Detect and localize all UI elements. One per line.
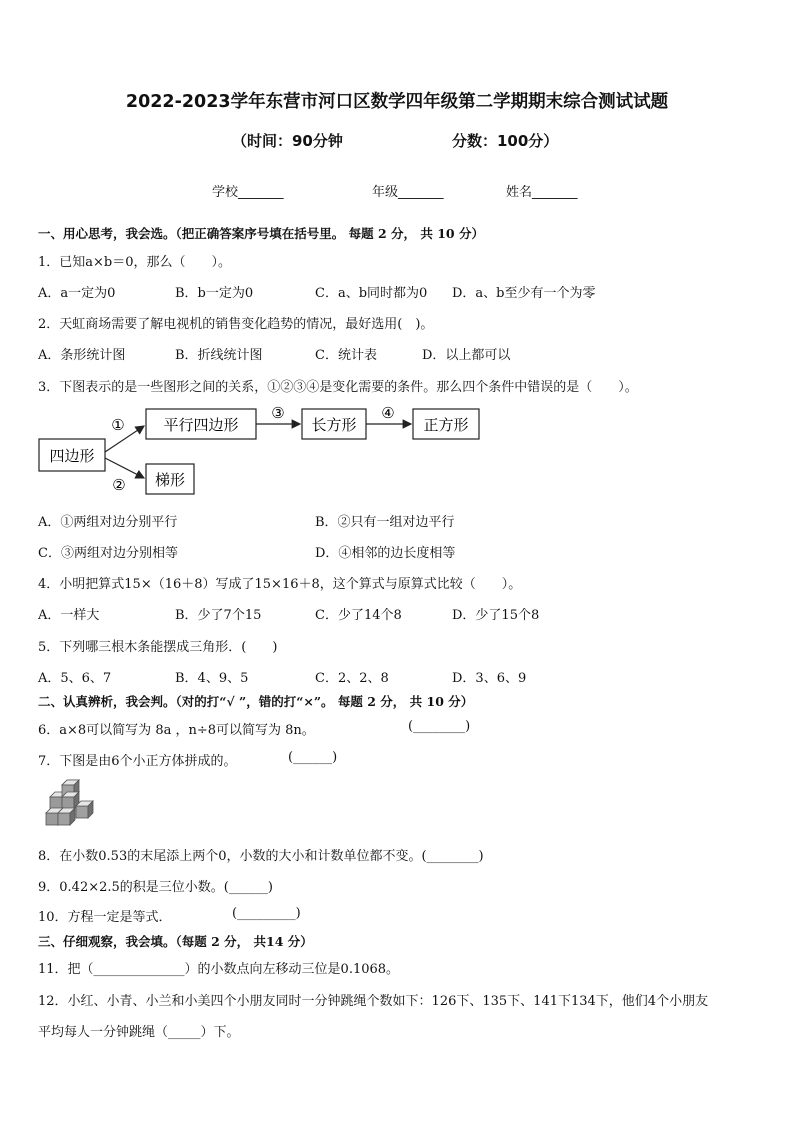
svg-text:正方形: 正方形 bbox=[423, 416, 469, 434]
svg-text:四边形: 四边形 bbox=[49, 447, 95, 465]
q3-option-a: A．①两组对边分别平行 bbox=[38, 515, 178, 530]
question-7: 7．下图是由6个小正方体拼成的。 bbox=[38, 754, 237, 769]
question-6: 6．a×8可以简写为 8a ，n÷8可以简写为 8n。 bbox=[38, 723, 315, 738]
school-field: 学校_______ bbox=[212, 185, 284, 200]
q2-option-a: A．条形统计图 bbox=[38, 348, 126, 363]
svg-text:平行四边形: 平行四边形 bbox=[163, 416, 239, 434]
q7-answer-blank: (______) bbox=[288, 750, 338, 765]
box-parallelogram bbox=[146, 409, 256, 439]
section-2-heading: 二、认真辨析，我会判。（对的打“√ ”，错的打“×”。 每题 2 分， 共 10 分） bbox=[38, 694, 474, 709]
box-trapezoid bbox=[146, 464, 194, 494]
question-12-line-2: 平均每人一分钟跳绳（_____）下。 bbox=[38, 1025, 240, 1040]
exam-time: （时间：90分钟 bbox=[232, 132, 343, 150]
q5-option-d: D．3、6、9 bbox=[452, 671, 527, 686]
q4-option-b: B．少了7个15 bbox=[175, 608, 262, 623]
cube-stack-figure bbox=[42, 778, 100, 832]
question-9: 9．0.42×2.5的积是三位小数。(______) bbox=[38, 880, 273, 895]
shape-relationship-diagram bbox=[30, 400, 500, 502]
question-5: 5．下列哪三根木条能摆成三角形．( ) bbox=[38, 640, 278, 655]
svg-text:长方形: 长方形 bbox=[311, 416, 357, 434]
q4-option-a: A．一样大 bbox=[38, 608, 100, 623]
q1-option-b: B．b一定为0 bbox=[175, 286, 254, 301]
q2-option-b: B．折线统计图 bbox=[175, 348, 263, 363]
condition-2-label: ② bbox=[112, 476, 126, 494]
q1-option-d: D．a、b至少有一个为零 bbox=[452, 286, 596, 301]
condition-3-label: ③ bbox=[271, 404, 285, 422]
q3-option-c: C．③两组对边分别相等 bbox=[38, 546, 178, 561]
box-square bbox=[413, 409, 479, 439]
q6-answer-blank: (________) bbox=[408, 719, 471, 734]
question-2: 2．天虹商场需要了解电视机的销售变化趋势的情况，最好选用( )。 bbox=[38, 317, 434, 332]
condition-4-label: ④ bbox=[381, 404, 395, 422]
q4-option-c: C．少了14个8 bbox=[315, 608, 402, 623]
box-quadrilateral bbox=[39, 439, 105, 471]
box-rectangle bbox=[302, 409, 366, 439]
q4-option-d: D．少了15个8 bbox=[452, 608, 540, 623]
exam-title: 2022-2023学年东营市河口区数学四年级第二学期期末综合测试试题 bbox=[125, 92, 669, 112]
question-3: 3．下图表示的是一些图形之间的关系，①②③④是变化需要的条件。那么四个条件中错误的是（ ）。 bbox=[38, 380, 638, 395]
question-4: 4．小明把算式15×（16＋8）写成了15×16＋8，这个算式与原算式比较（ ）。 bbox=[38, 577, 522, 592]
arrow-2 bbox=[105, 458, 144, 478]
question-12-line-1: 12．小红、小青、小兰和小美四个小朋友同时一分钟跳绳个数如下：126下、135下、141下134下，他们4个小朋友 bbox=[38, 994, 709, 1009]
q5-option-c: C．2、2、8 bbox=[315, 671, 389, 686]
grade-field: 年级_______ bbox=[372, 185, 444, 200]
question-1: 1．已知a×b＝0，那么（ ）。 bbox=[38, 255, 232, 270]
question-8: 8．在小数0.53的末尾添上两个0，小数的大小和计数单位都不变。(________) bbox=[38, 849, 484, 864]
q5-option-b: B．4、9、5 bbox=[175, 671, 249, 686]
exam-score: 分数：100分） bbox=[452, 132, 559, 150]
q2-option-d: D．以上都可以 bbox=[422, 348, 511, 363]
name-field: 姓名_______ bbox=[506, 185, 578, 200]
section-1-heading: 一、用心思考，我会选。（把正确答案序号填在括号里。 每题 2 分， 共 10 分） bbox=[38, 226, 484, 241]
question-11: 11．把（______________）的小数点向左移动三位是0.1068。 bbox=[38, 962, 400, 977]
q3-option-d: D．④相邻的边长度相等 bbox=[315, 546, 456, 561]
q10-answer-blank: (_________) bbox=[232, 906, 301, 921]
q5-option-a: A．5、6、7 bbox=[38, 671, 112, 686]
condition-1-label: ① bbox=[111, 416, 125, 434]
svg-text:梯形: 梯形 bbox=[154, 471, 186, 489]
q2-option-c: C．统计表 bbox=[315, 348, 377, 363]
question-10: 10．方程一定是等式． bbox=[38, 910, 172, 925]
q1-option-c: C．a、b同时都为0 bbox=[315, 286, 428, 301]
section-3-heading: 三、仔细观察，我会填。（每题 2 分， 共14 分） bbox=[38, 934, 313, 949]
q1-option-a: A．a一定为0 bbox=[38, 286, 116, 301]
q3-option-b: B．②只有一组对边平行 bbox=[315, 515, 455, 530]
